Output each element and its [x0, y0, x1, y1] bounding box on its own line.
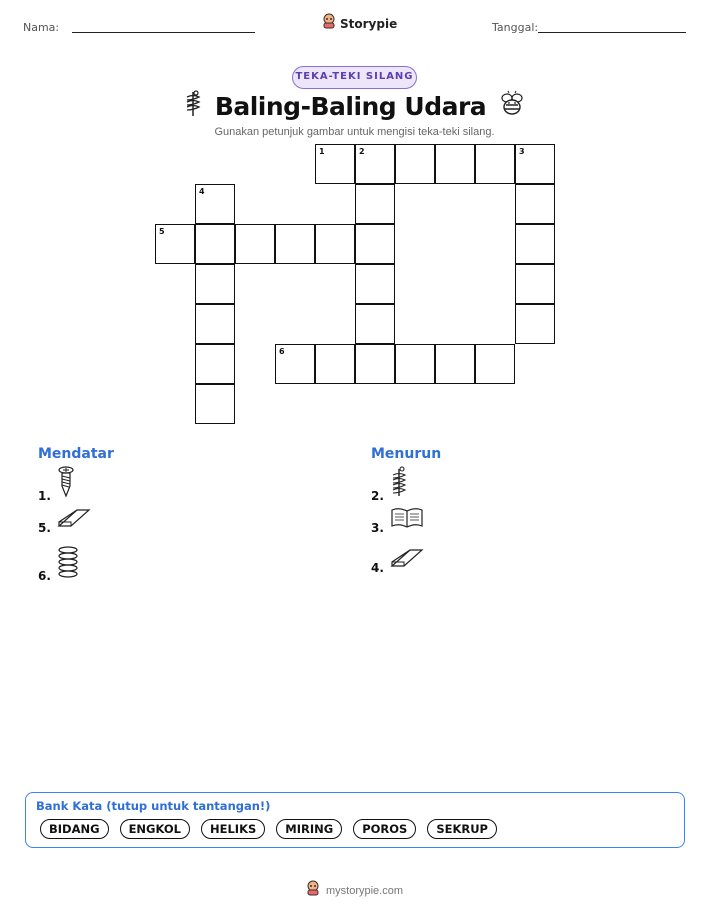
grid-cell[interactable] [355, 224, 395, 264]
wedge-icon [57, 506, 91, 535]
clue-across-1 [38, 466, 75, 503]
grid-cell[interactable] [355, 304, 395, 344]
clue-label: 6. [38, 569, 51, 583]
grid-cell[interactable] [275, 224, 315, 264]
grid-cell[interactable] [155, 224, 195, 264]
grid-cell[interactable] [315, 224, 355, 264]
grid-cell[interactable] [315, 144, 355, 184]
clue-number: 2 [359, 147, 365, 156]
grid-cell[interactable] [355, 184, 395, 224]
grid-cell[interactable] [515, 224, 555, 264]
footer [0, 880, 709, 901]
clue-across-5 [38, 506, 91, 535]
page-title: Baling-Baling Udara [214, 92, 487, 121]
puzzle-type-badge: TEKA-TEKI SILANG [292, 66, 417, 89]
helix-title-icon [183, 90, 203, 123]
grid-cell[interactable] [315, 344, 355, 384]
footer-url[interactable]: mystorypie.com [325, 884, 404, 897]
storypie-mascot-icon [306, 880, 320, 901]
grid-cell[interactable] [475, 144, 515, 184]
instructions: Gunakan petunjuk gambar untuk mengisi teka-teki silang. [214, 126, 495, 138]
clue-label: 5. [38, 521, 51, 535]
word-chip: SEKRUP [427, 819, 497, 839]
across-heading: Mendatar [38, 446, 114, 462]
clue-across-6 [38, 546, 79, 583]
clue-down-2 [371, 466, 408, 503]
date-label: Tanggal: [492, 21, 539, 34]
grid-cell[interactable] [195, 184, 235, 224]
grid-cell[interactable] [515, 264, 555, 304]
clue-number: 4 [199, 187, 205, 196]
word-chip: POROS [353, 819, 416, 839]
grid-cell[interactable] [195, 264, 235, 304]
clue-down-3 [371, 506, 424, 535]
word-bank [25, 792, 685, 848]
grid-cell[interactable] [515, 184, 555, 224]
bee-icon [498, 90, 526, 123]
book-icon [390, 506, 424, 535]
date-line [538, 32, 686, 33]
storypie-mascot-icon [322, 13, 336, 34]
wedge-icon [390, 546, 424, 575]
word-chip: ENGKOL [120, 819, 190, 839]
word-chip: BIDANG [40, 819, 109, 839]
grid-cell[interactable] [195, 224, 235, 264]
name-line [72, 32, 255, 33]
brand-logo [322, 13, 397, 34]
grid-cell[interactable] [515, 144, 555, 184]
grid-cell[interactable] [195, 384, 235, 424]
grid-cell[interactable] [355, 264, 395, 304]
clue-label: 3. [371, 521, 384, 535]
spring-icon [57, 546, 79, 583]
grid-cell[interactable] [475, 344, 515, 384]
clue-number: 5 [159, 227, 165, 236]
grid-cell[interactable] [355, 344, 395, 384]
name-label: Nama: [23, 21, 60, 34]
clue-number: 1 [319, 147, 325, 156]
brand-name: Storypie [340, 16, 398, 31]
word-bank-list [40, 819, 497, 839]
grid-cell[interactable] [235, 224, 275, 264]
word-bank-title: Bank Kata (tutup untuk tantangan!) [36, 799, 271, 813]
grid-cell[interactable] [435, 144, 475, 184]
grid-cell[interactable] [515, 304, 555, 344]
grid-cell[interactable] [195, 304, 235, 344]
grid-cell[interactable] [395, 344, 435, 384]
grid-cell[interactable] [195, 344, 235, 384]
helix-icon [390, 466, 408, 503]
down-heading: Menurun [371, 446, 442, 462]
clue-label: 1. [38, 489, 51, 503]
clue-down-4 [371, 546, 424, 575]
word-chip: HELIKS [201, 819, 265, 839]
clue-number: 3 [519, 147, 525, 156]
clue-label: 4. [371, 561, 384, 575]
grid-cell[interactable] [435, 344, 475, 384]
word-chip: MIRING [276, 819, 342, 839]
clue-label: 2. [371, 489, 384, 503]
grid-cell[interactable] [395, 144, 435, 184]
clue-number: 6 [279, 347, 285, 356]
grid-cell[interactable] [355, 144, 395, 184]
screw-icon [57, 466, 75, 503]
grid-cell[interactable] [275, 344, 315, 384]
